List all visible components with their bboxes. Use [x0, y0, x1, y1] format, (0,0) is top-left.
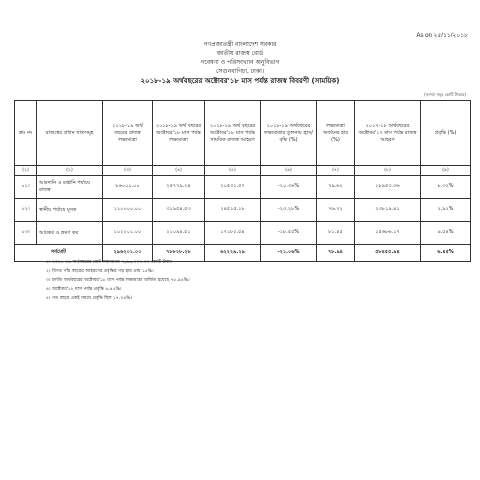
column-index: (৮) — [355, 166, 421, 176]
cell-achievement: ৭৯.৬২ — [317, 176, 355, 199]
footnote: ৩। চলতি অর্থবছরের অক্টোবর'১৮ মাস পর্যন্ত লক্ষ্যমাত্রা অর্জিত হয়েছে ৭৮.৯৪%। — [46, 278, 190, 283]
column-index: (১) — [15, 166, 37, 176]
column-header: প্রবৃদ্ধি (%) — [421, 101, 471, 166]
row-serial: ০৩। — [15, 222, 37, 245]
footnote: ৪। অক্টোবর'১৮ মাস পর্যন্ত প্রবৃদ্ধি ৬.৪৫%। — [46, 287, 122, 292]
cell-growth: ৮.৩২% — [421, 176, 471, 199]
column-header: রাজস্বের প্রধান খাতসমূহ — [37, 101, 103, 166]
footnote: ২। বিগত পাঁচ বছরের আহরণের প্রবৃদ্ধির গড় হার প্রায় ১৫%। — [46, 269, 154, 274]
cell-prev-collection: ১৮৯৫৩.৩৬ — [355, 176, 421, 199]
column-header: ২০১৮-১৯ অর্থবছরের লক্ষ্যমাত্রার তুলনায় হ্রাস/বৃদ্ধি (%) — [261, 101, 317, 166]
cell-collection: ২০৫৩১.৫৭ — [205, 176, 261, 199]
footnote: ৫। গত বছরে একই সময়ে প্রবৃদ্ধি ছিল ১৭.০৪%। — [46, 296, 133, 301]
total-label: সর্বমোট — [15, 245, 103, 262]
column-index: (৪) — [153, 166, 205, 176]
footnote: ১। ২০১৮-১৯ অর্থবছরের মোট লক্ষ্যমাত্রা: ২,৯৬,২০১.০০ কোটি টাকা। — [46, 260, 173, 265]
column-index: (৯) — [421, 166, 471, 176]
cell-collection: ২৪৫১৫.১৮ — [205, 199, 261, 222]
document-title: ২০১৮-১৯ অর্থবছরের অক্টোবর'১৮ মাস পর্যন্ত রাজস্ব বিবরণী (সাময়িক) — [140, 77, 340, 85]
cell-prev-collection: ১৫৬৮৬.১৭ — [355, 222, 421, 245]
table-header-row — [15, 101, 471, 166]
cell-period-target: ২১০৯৪.৫১ — [153, 222, 205, 245]
total-prev-collection: ৫৮৪৫৫.৯৪ — [355, 245, 421, 262]
cell-annual-target: ১১০০০০.০০ — [103, 199, 153, 222]
column-index-row — [15, 166, 471, 176]
cell-collection: ১৭১৮২.৫৪ — [205, 222, 261, 245]
cell-growth: ৯.৫৪% — [421, 222, 471, 245]
header-government: গণপ্রজাতন্ত্রী বাংলাদেশ সরকার — [203, 41, 277, 48]
cell-period-target: ৩১৯৫৪.৫৩ — [153, 199, 205, 222]
column-index: (৬) — [261, 166, 317, 176]
cell-growth: ২.৯২% — [421, 199, 471, 222]
column-header: ২০১৮-১৯ অর্থ বছরের অক্টোবর'১৮ মাস পর্যন্ত সাময়িক রাজস্ব আহরণ — [205, 101, 261, 166]
revenue-table — [14, 100, 471, 262]
column-index: (৫) — [205, 166, 261, 176]
document-header — [0, 40, 480, 86]
total-variance: -২১.০৬% — [261, 245, 317, 262]
footnotes — [46, 258, 190, 303]
cell-variance: -২০.৩৬% — [261, 176, 317, 199]
table-row — [15, 199, 471, 222]
column-index: (২) — [37, 166, 103, 176]
header-board: জাতীয় রাজস্ব বোর্ড — [216, 50, 264, 57]
table-row — [15, 222, 471, 245]
cell-achievement: ৮১.৪৫ — [317, 222, 355, 245]
cell-achievement: ৭৬.৭২ — [317, 199, 355, 222]
as-of-date: As on ২৫/১১/২০১৮ — [416, 33, 468, 39]
column-index: (৭) — [317, 166, 355, 176]
row-category: স্থানীয় পর্যায়ে মূসক — [37, 199, 103, 222]
row-serial: ০১। — [15, 176, 37, 199]
row-serial: ০২। — [15, 199, 37, 222]
column-header: ২০১৮-১৯ অর্থ বছরের রাজস্ব লক্ষ্যমাত্রা — [103, 101, 153, 166]
total-achievement: ৭৮.৯৪ — [317, 245, 355, 262]
header-wing: গবেষণা ও পরিসংখ্যান অনুবিভাগ — [200, 59, 280, 66]
column-header: ২০১৮-১৯ অর্থ বছরের অক্টোবর'১৮ মাস পর্যন্ত লক্ষ্যমাত্রা — [153, 101, 205, 166]
unit-note: (সংখ্যা সমূহ কোটি টাকায়) — [424, 92, 466, 97]
total-growth: ৬.৪৫% — [421, 245, 471, 262]
cell-variance: -১৮.৫৫% — [261, 222, 317, 245]
cell-prev-collection: ২৩৮১৯.৪১ — [355, 199, 421, 222]
cell-variance: -২৩.২৮% — [261, 199, 317, 222]
total-collection: ৬২২২৯.২৯ — [205, 245, 261, 262]
header-address: সেগুনবাগিচা, ঢাকা। — [215, 68, 265, 75]
column-header: ২০১৭-১৮ অর্থবছরের অক্টোবর'১৭ মাস পর্যন্ত রাজস্ব আহরণ — [355, 101, 421, 166]
cell-annual-target: ৮৬০০০.০০ — [103, 176, 153, 199]
total-period-target: ৭৮৮২৮.২৮ — [153, 245, 205, 262]
cell-annual-target: ১০২২০১.০০ — [103, 222, 153, 245]
column-header: লক্ষ্যমাত্রা অর্জনের হার (%) — [317, 101, 355, 166]
total-annual-target: ২৯৬২০১.০০ — [103, 245, 153, 262]
table-row — [15, 176, 471, 199]
column-header: ক্রঃ নং — [15, 101, 37, 166]
cell-period-target: ২৫৭৭৯.২৪ — [153, 176, 205, 199]
row-category: আমদানি ও রপ্তানি পর্যায়ে রাজস্ব — [37, 176, 103, 199]
column-index: (৩) — [103, 166, 153, 176]
row-category: আয়কর ও ভ্রমণ কর — [37, 222, 103, 245]
